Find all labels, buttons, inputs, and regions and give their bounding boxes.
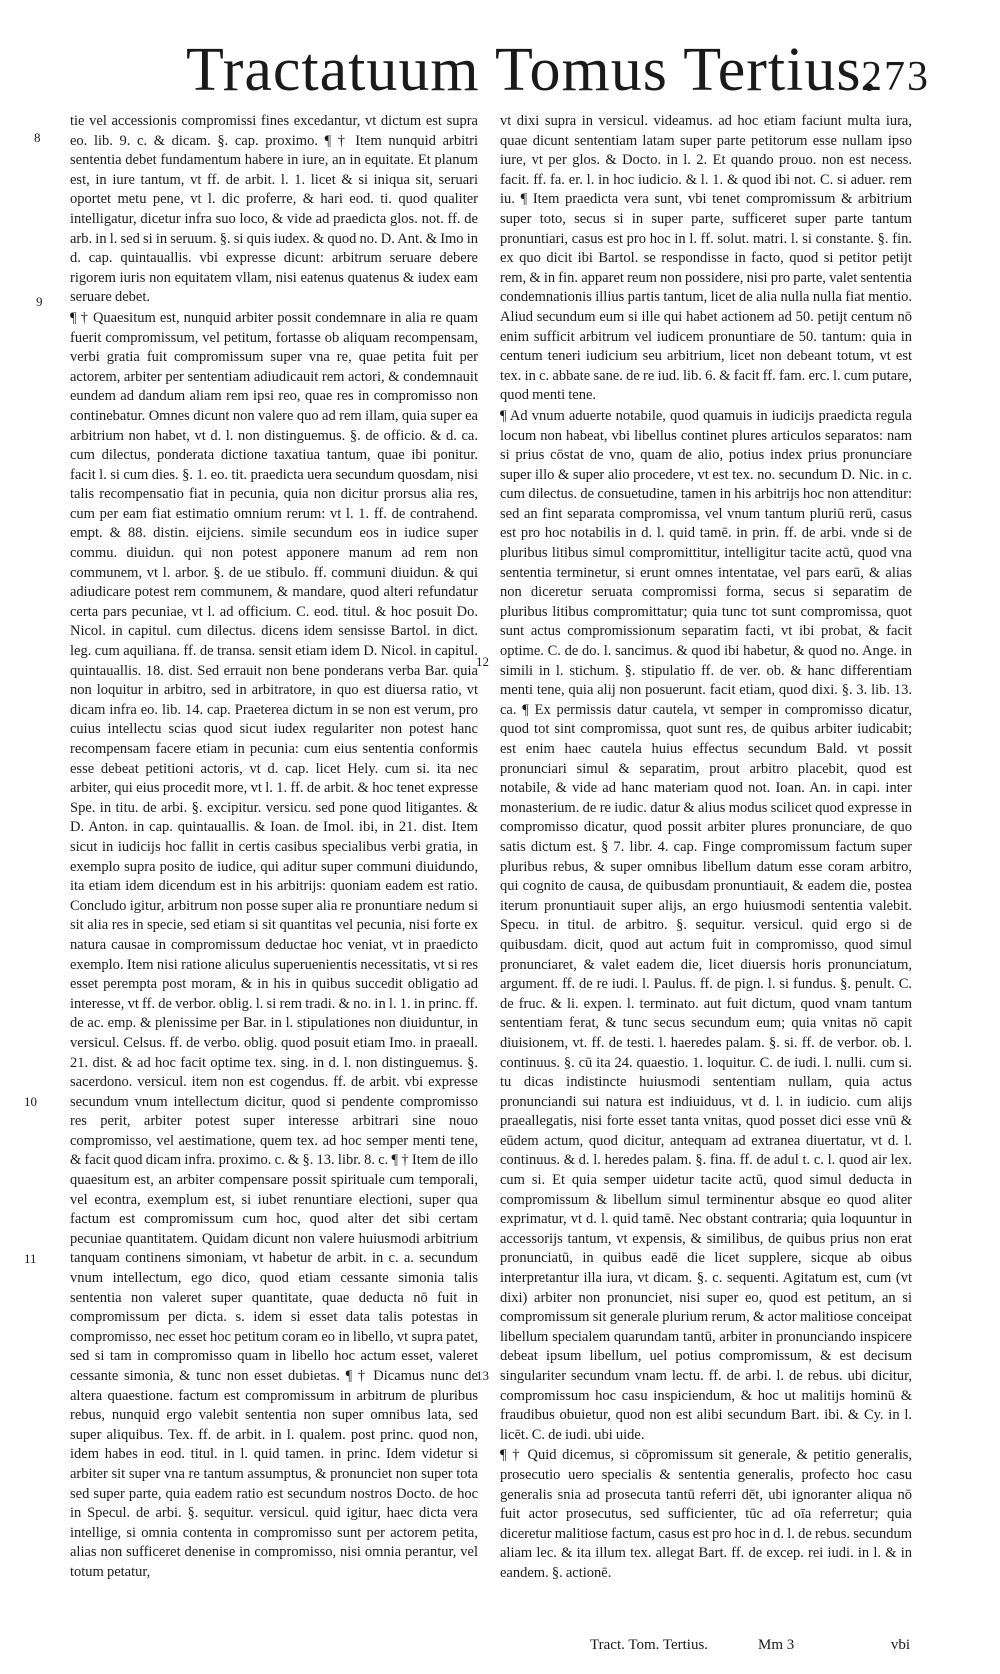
paragraph: tie vel accessionis compromissi fines excedantur, vt dictum est supra eo. lib. 9. c. & dicam. §. cap. proximo. ¶ † Item nunquid arbitri sententia debet fundamentum habere in iure, an in equitate. Et planum est, in iure tantum, vt ff. de arbit. l. 1. licet & si iniqua sit, seruari oportet metu pene, vt l. dic proferre, & hari eod. ti. quod qualiter intelligatur, dicetur infra suo loco, & vide ad praedicta glos. not. ff. de arb. in l. sed si in seruum. §. si quis iudex. & quod no. D. Ant. & Imo in d. cap. quintauallis. vbi expresse dicunt: arbitrum seruare debere rigorem iuris non equitatem vllam, nisi eatenus quatenus & iudex eam seruare debet.: [70, 113, 478, 306]
catchword: vbi: [890, 1637, 910, 1653]
page-footer: [590, 1634, 910, 1656]
paragraph: ¶ † Quaesitum est, nunquid arbiter possit condemnare in alia re quam fuerit compromissum, vel petitum, fortasse ob aliquam recompensam, verbi gratia fuit compromissum super vna re, quae petita fuit per actorem, arbiter per sententiam adiudicauit rem actori, & condemnauit eundem ad dandum aliam rem ipsi reo, quae res in compromisso non continebatur. Omnes dicunt non valere quo ad rem illam, quia super ea arbitrium non habet, vt d. l. non distinguemus. §. de officio. & d. ca. cum dilectus, ponderata dictione taxatiua tantum, quae ibi ponitur. facit l. si cum dies. §. 1. eo. tit. praedicta uera secundum quosdam, nisi talis recompensatio fiat in pecunia, quia non dicitur prorsus alia res, cum per eam fiat estimatio omnium rerum: vt l. 1. ff. de contrahend. empt. & 88. distin. eijciens. simile secundum eos in iudice super commu. diuidun. qui non potest apponere manum ad rem non communem, vt l. arbor. §. de ue stibulo. ff. communi diuidun. & qui adiudicare potest rem communem, & mandare, quod alteri refundatur certa pars pecuniae, vt l. ad officium. C. eod. titul. & hoc posuit Do. Nicol. in capitul. cum dilectus. dicens idem sensisse Bartol. in dict. leg. cum aquiliana. ff. de transa. sensit etiam idem D. Nicol. in capitul. quintauallis. 18. dist. Sed errauit non bene ponderans verba Bar. quia non loquitur in arbitro, sed in arbitratore, in quo est diuersa ratio, vt dicam infra eo. lib. 14. cap. Praeterea dictum in se non est verum, pro cuius intellectu scias quod sicut iudex regulariter non potest hanc recompensam facere etiam in pecunia: cum eius sententia conformis esse debeat petitioni actoris, vt d. cap. licet Hely. cum si. ita nec arbiter, qui eius procedit more, vt l. 1. ff. de arbit. & hoc tenet expresse Spe. in titu. de arbi. §. excipitur. versicu. sed pone quod litigantes. & D. Anton. in cap. quintauallis. & Ioan. de Imol. ibi, in 21. dist. Item sicut in iudicijs hoc fallit in certis casibus specialibus verbi gratia, in exemplo supra posito de iudice, qui aditur super communi diuidundo, ita etiam idem dicendum est in his arbitrijs: quoniam eadem est ratio. Concludo igitur, arbitrum non posse super alia re pronuntiare nedum si sit alia res in specie, sed etiam si sit quantitas vel pecunia, nisi forte ex natura causae in compromissum deductae hoc veniat, vt in praedicto exemplo. Item nisi ratione aliculus superuenientis necessitatis, vt si res esset perempta post moram, & in his in quibus succedit obligatio ad interesse, vt ff. de verbor. oblig. l. si rem tradi. & no. in l. 1. in princ. ff. de ac. emp. & plenissime per Bar. in l. stipulationes non diuiduntur, in versicul. Celsus. ff. de verbo. oblig. quod posuit etiam Imo. in praeall. 21. dist. & ad hoc facit optime tex. sing. in d. l. non distinguemus. §. sacerdono. versicul. item non est cogendus. ff. de arbit. vbi expresse secundum vnum intellectum dicitur, quod si pendente compromisso res perit, arbiter potest super interesse arbitrari sine nouo compromisso, vel aestimatione, quem tex. ad hoc semper menti tene, & facit quod dicam infra. proximo. c. & §. 13. libr. 8. c. ¶ † Item de illo quaesitum est, an arbiter compensare possit spirituale cum temporali, vel econtra, exemplum est, si iubet renuntiare electioni, super qua factum est compromissum cum hoc, quod alter det sibi certam pecuniae quantitatem. Quidam dicunt non valere huiusmodi arbitrium tanquam continens simoniam, vt habetur de arbit. in c. a. secundum vnum intellectum, ego dico, quod etiam cessante simonia talis sententia non valeret super quantitate, quae deducta nō fuit in compromissum per dicta. s. idem si esset data talis potestas in compromisso, nec esset hoc petitum coram eo in libello, vt supra patet, sed si tam in compromisso quam in libello hoc actum esset, valeret cessante simonia, & tunc non esset dubietas. ¶ † Dicamus nunc de altera quaestione. factum est compromissum in arbitrum de pluribus rebus, nunquid ergo valebit sententia non super omnibus lata, sed super aliquibus. Tex. ff. de arbit. in l. qualem. post princ. quod non, idem habes in eod. titul. in l. quid tamen. in princ. Idem videtur si arbiter sit super vna re tantum assumptus, & pronunciet non super tota sed super parte, quia eadem ratio est secundum nostros Docto. de hoc in Specul. de arbi. §. sequitur. versicul. quid igitur, haec dicta vera intellige, si omnia contenta in compromisso sunt per actorem petita, alias non sufficeret denenise in compromisso, nisi omnia perantur, vel totum petatur,: [70, 309, 478, 1580]
margin-number-12: 12: [476, 654, 489, 669]
signature-mark: Mm 3: [758, 1637, 795, 1653]
left-text-column: [70, 112, 478, 1642]
margin-number-13: 13: [476, 1368, 489, 1383]
margin-number-10: 10: [24, 1094, 37, 1109]
margin-number-9: 9: [36, 294, 43, 309]
paragraph: ¶ † Quid dicemus, si cōpromissum sit generale, & petitio generalis, prosecutio uero specialis & sententia generalis, profecto hoc casu generalis snia ad prosecuta tantū referri dēt, ubi ignoranter aliqua nō fuit actor prosecutus, sed sufficienter, tūc ad oīa referretur; quia diceretur malitiose factum, casus est pro hoc in d. l. de rebus. secundum aliam lec. & ita illum tex. allegat Bart. ff. de excep. rei iudi. in l. & in eandem. §. actionē.: [500, 1447, 912, 1581]
margin-number-11: 11: [24, 1251, 37, 1266]
folio-number: 273: [861, 54, 930, 100]
right-text-column: [500, 112, 912, 1642]
page-header: [150, 30, 930, 110]
paragraph: ¶ Ad vnum aduerte notabile, quod quamuis in iudicijs praedicta regula locum non habeat, vbi libellus continet plures articulos separatos: nam si prius cōstat de vno, quam de alio, potius index prius pronunciare super illo & super alio procedere, vt est tex. no. secundum D. Nic. in c. cum dilectus. de consuetudine, tamen in his arbitrijs hoc non attenditur: sed an fint separata compromissa, vel vnum tantum pluriū rerū, casus est pro hoc notabilis in d. l. quid tamē. in prin. ff. de arbi. vnde si de pluribus litibus simul compromittitur, intelligitur tacite actū, quod vna sententia terminetur, si erunt omnes intentatae, vel pars earū, & alias non diceretur seruata compromissi forma, secus si separatim de pluribus litibus compromittatur; quia tunc tot sunt compromissa, quot sunt actus compromissionum separatim facti, vt ibi probat, & facit optime. C. de do. l. sancimus. & quod ibi habetur, & quod no. Ange. in simili in l. stichum. §. stipulatio ff. de ver. ob. & hanc differentiam menti tene, quia alij non posuerunt. facit etiam, quod dixi. §. 3. lib. 13. ca. ¶ Ex permissis datur cautela, vt semper in compromisso dicatur, quod tot sint compromissa, quot sunt res, de quibus arbiter iudicabit; est enim haec cautela huius effectus secundum Bald. vt possit pronunciari simul & separatim, prout arbitro placebit, quod est notabile, & vide ad hanc materiam quod not. Ioan. An. in capi. inter monasterium. de re iudic. datur & alius modus scilicet quod expresse in compromisso dicatur, quod possit arbiter plures pronunciare, de quo satis dictum est. § 7. libr. 4. cap. Finge compromissum factum super pluribus rebus, & super omnibus libellum datum esse coram arbitro, qui cognito de causa, de quibusdam pronuntiauit, & eadem die, postea iterum pronuntiauit super alijs, an ergo huiusmodi sententia valebit. Specu. in titul. de arbitro. §. sequitur. versicul. quid ergo si de quibusdam. dicit, quod aut actum fuit in compromisso, quod simul pronunciaret, & valet eadem die, licet diuersis horis pronunciatum, argument. ff. de re iudi. l. Paulus. ff. de pign. l. si fundus. §. penult. C. de fruc. & li. expen. l. terminato. aut fuit dictum, quod vnam tantum sententiam ferat, & tunc secus secundum eum; quia vnitas nō capit diuisionem, vt. ff. de testi. l. haeredes palam. §. si. ff. de verbor. ob. l. continuus. §. cū ita 24. quaestio. 1. loquitur. C. de iudi. l. nulli. cum si. tu dicas indistincte huiusmodi sententiam nullam, quia actus pronunciandi sui natura est indiuiduus, vt d. l. in iudicio. cum alijs praeallegatis, nisi forte esset tanta vnitas, quod posset dici esse vnū & eūdem actum, quod dicitur, antequam ad extranea diuertatur, vt d. l. continuus. & d. l. heredes palam. §. fina. ff. de adul t. c. l. quod air lex. cum si. Et quia semper uidetur tacite actū, quod simul deducta in compromissum & libellum simul terminentur absque eo quod aliter exprimatur, vt d. l. quid tamē. Nec obstant contraria; quia loquuntur in accessorijs tantum, vt expensis, & similibus, de quibus prius non erat pronunciatū, in quibus eadē die licet supplere, sicque ab oibus interpretantur illa iura, vt dicam. §. c. sequenti. Agitatum est, cum (vt dixi) arbiter non pronunciet, nisi super eo, quod est petitum, an si compromissum sit generale plurium rerum, & actor malitiose conceipat libellum specialem quarundam tantū, arbiter in pronunciando inspicere debeat ipsum libellum, uel potius compromissum, & est decisum singulariter secundum vnam lectu. ff. de arbi. l. de rebus. ubi dicitur, compromissum hoc casu inspiciendum, & hoc ut malitijs hominū & fraudibus obuietur, quod non est alibi secundum Bart. ibi. & Cy. in l. licēt. C. de iudi. ubi uide.: [500, 407, 912, 1443]
running-title: Tractatuum Tomus Tertius.: [186, 36, 879, 104]
footer-title: Tract. Tom. Tertius.: [590, 1637, 709, 1653]
paragraph: vt dixi supra in versicul. videamus. ad hoc etiam faciunt multa iura, quae dicunt sententiam latam super parte petitorum esse nullam ipso iure, vt per glos. & Docto. in l. 2. Et quando prouo. non est necess. facit. ff. fa. er. l. in hoc iudicio. & l. 1. & quod ibi not. C. si aduer. rem iu. ¶ Item praedicta vera sunt, vbi tenet compromissum & arbitrium super toto, secus si in super parte, sufficeret super parte tantum pronuntiari, casus est pro hoc in l. ff. solut. matri. l. si constante. §. fin. ex quo dicit ibi Bartol. se respondisse in facto, quod si petitor petijt rem, & in fin. apparet reum non possidere, nisi pro parte, valet sententia condemnationis illius partis tantum, licet de alia nulla nulla fiat mentio. Aliud secundum eum si ille qui habet actionem ad 50. petijt centum nō enim sufficit arbitrum vel iudicem pronuntiare de 50. tantum: quia in centum teneri iudicium seu arbitrium, licet non debeant totum, vt est tex. in c. abbate sane. de re iud. lib. 6. & facit ff. fam. erc. l. cum putare, quod menti tene.: [500, 113, 912, 404]
margin-number-8: 8: [34, 130, 41, 145]
